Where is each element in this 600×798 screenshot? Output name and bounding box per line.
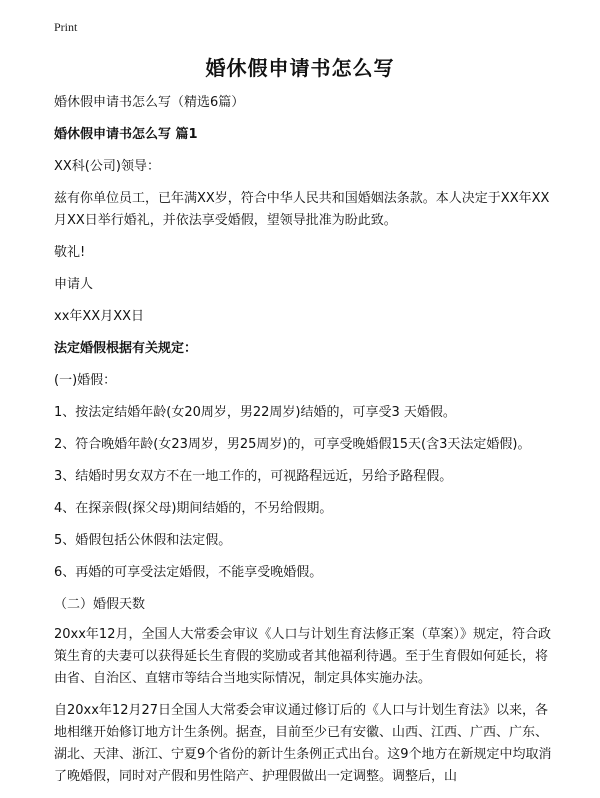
signature: 申请人 xyxy=(54,277,94,292)
paragraph: 自20xx年12月27日全国人大常委会审议通过修订后的《人口与计划生育法》以来，各地相继开始修订地方计生条例。据查，目前至少已有安徽、山西、江西、广西、广东、湖北、天津、浙江、宁夏9个省份的新计生条例正式出台。这9个地方在新规定中均取消了晚婚假，同时对产假和男性陪产、护理假做出一定调整。调整后，山 xyxy=(54,703,552,784)
print-link[interactable]: Print xyxy=(54,20,78,34)
page-title: 婚休假申请书怎么写 xyxy=(205,56,395,80)
rule-item: 1、按法定结婚年龄(女20周岁，男22周岁)结婚的，可享受3 天婚假。 xyxy=(54,405,456,420)
rules-subheading-1: (一)婚假： xyxy=(54,373,117,388)
document-subtitle: 婚休假申请书怎么写（精选6篇） xyxy=(54,95,245,110)
rules-heading: 法定婚假根据有关规定： xyxy=(54,341,198,356)
rule-item: 6、再婚的可享受法定婚假，不能享受晚婚假。 xyxy=(54,565,323,580)
article-heading: 婚休假申请书怎么写 篇1 xyxy=(54,127,198,142)
rule-item: 4、在探亲假(探父母)期间结婚的，不另给假期。 xyxy=(54,501,333,516)
date-line: xx年XX月XX日 xyxy=(54,309,145,324)
paragraph: 20xx年12月，全国人大常委会审议《人口与计划生育法修正案（草案）》规定，符合政策生育的夫妻可以获得延长生育假的奖励或者其他福利待遇。至于生育假如何延长，将由省、自治区、直辖市等结合当地实际情况，制定具体实施办法。 xyxy=(54,627,551,686)
closing: 敬礼! xyxy=(54,245,86,260)
rule-item: 3、结婚时男女双方不在一地工作的，可视路程远近，另给予路程假。 xyxy=(54,469,453,484)
rule-item: 2、符合晚婚年龄(女23周岁，男25周岁)的，可享受晚婚假15天(含3天法定婚假)。 xyxy=(54,437,531,452)
rule-item: 5、婚假包括公休假和法定假。 xyxy=(54,533,232,548)
rules-subheading-2: （二）婚假天数 xyxy=(54,597,146,612)
document-body xyxy=(54,92,554,798)
letter-body: 兹有你单位员工，已年满XX岁，符合中华人民共和国婚姻法条款。本人决定于XX年XX月XX日举行婚礼，并依法享受婚假，望领导批准为盼此致。 xyxy=(54,191,550,228)
salutation: XX科(公司)领导： xyxy=(54,159,160,174)
